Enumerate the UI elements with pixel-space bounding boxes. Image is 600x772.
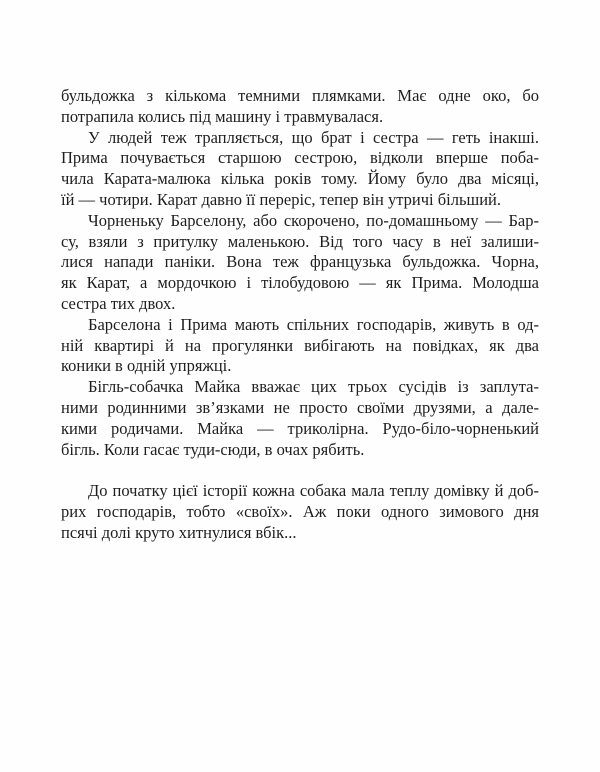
- text-line: їй — чотири. Карат давно її переріс, тепер він утричі більший.: [61, 189, 501, 209]
- text-line: коники в одній упряжці.: [61, 356, 232, 376]
- text-line: як Карат, а мордочкою і тілобудовою — як Прима. Молодша: [61, 273, 539, 293]
- text-line: Прима почувається старшою сестрою, відколи вперше поба-: [61, 148, 539, 168]
- text-line: су, взяли з притулку маленькою. Від того часу в неї залиши-: [61, 231, 539, 251]
- paragraph: [61, 86, 539, 128]
- text-line: бульдожка з кількома темними плямками. Має одне око, бо: [61, 86, 539, 105]
- text-line: кими родичами. Майка — триколірна. Рудо-біло-чорненький: [61, 418, 539, 438]
- text-line: лися напади паніки. Вона теж французька бульдожка. Чорна,: [61, 252, 539, 272]
- paragraph: [61, 128, 539, 211]
- text-line: рих господарів, тобто «своїх». Аж поки одного зимового дня: [61, 501, 539, 521]
- paragraph: [61, 377, 539, 460]
- text-line: ній квартирі й на прогулянки вибігають на повідках, як два: [61, 335, 539, 355]
- text-line: бігль. Коли гасає туди-сюди, в очах рябить.: [61, 439, 365, 459]
- text-line: До початку цієї історії кожна собака мала теплу домівку й доб-: [88, 481, 539, 501]
- text-line: Бігль-собачка Майка вважає цих трьох сусідів із заплута-: [88, 377, 539, 397]
- paragraph: [61, 481, 539, 543]
- paragraph: [61, 211, 539, 315]
- paragraph: [61, 315, 539, 377]
- text-line: сестра тих двох.: [61, 293, 176, 313]
- text-line: Барселона і Прима мають спільних господарів, живуть в од-: [88, 314, 539, 334]
- text-line: ними родинними зв’язками не просто своїми друзями, а дале-: [61, 397, 539, 417]
- text-line: псячі долі круто хитнулися вбік...: [61, 522, 297, 542]
- text-line: чила Карата-малюка кілька років тому. Йому було два місяці,: [61, 169, 539, 189]
- text-line: Чорненьку Барселону, або скорочено, по-домашньому — Бар-: [88, 210, 539, 230]
- text-line: потрапила колись під машину і травмувалася.: [61, 106, 384, 126]
- text-line: У людей теж трапляється, що брат і сестра — геть інакші.: [88, 127, 539, 147]
- book-page: [61, 86, 539, 544]
